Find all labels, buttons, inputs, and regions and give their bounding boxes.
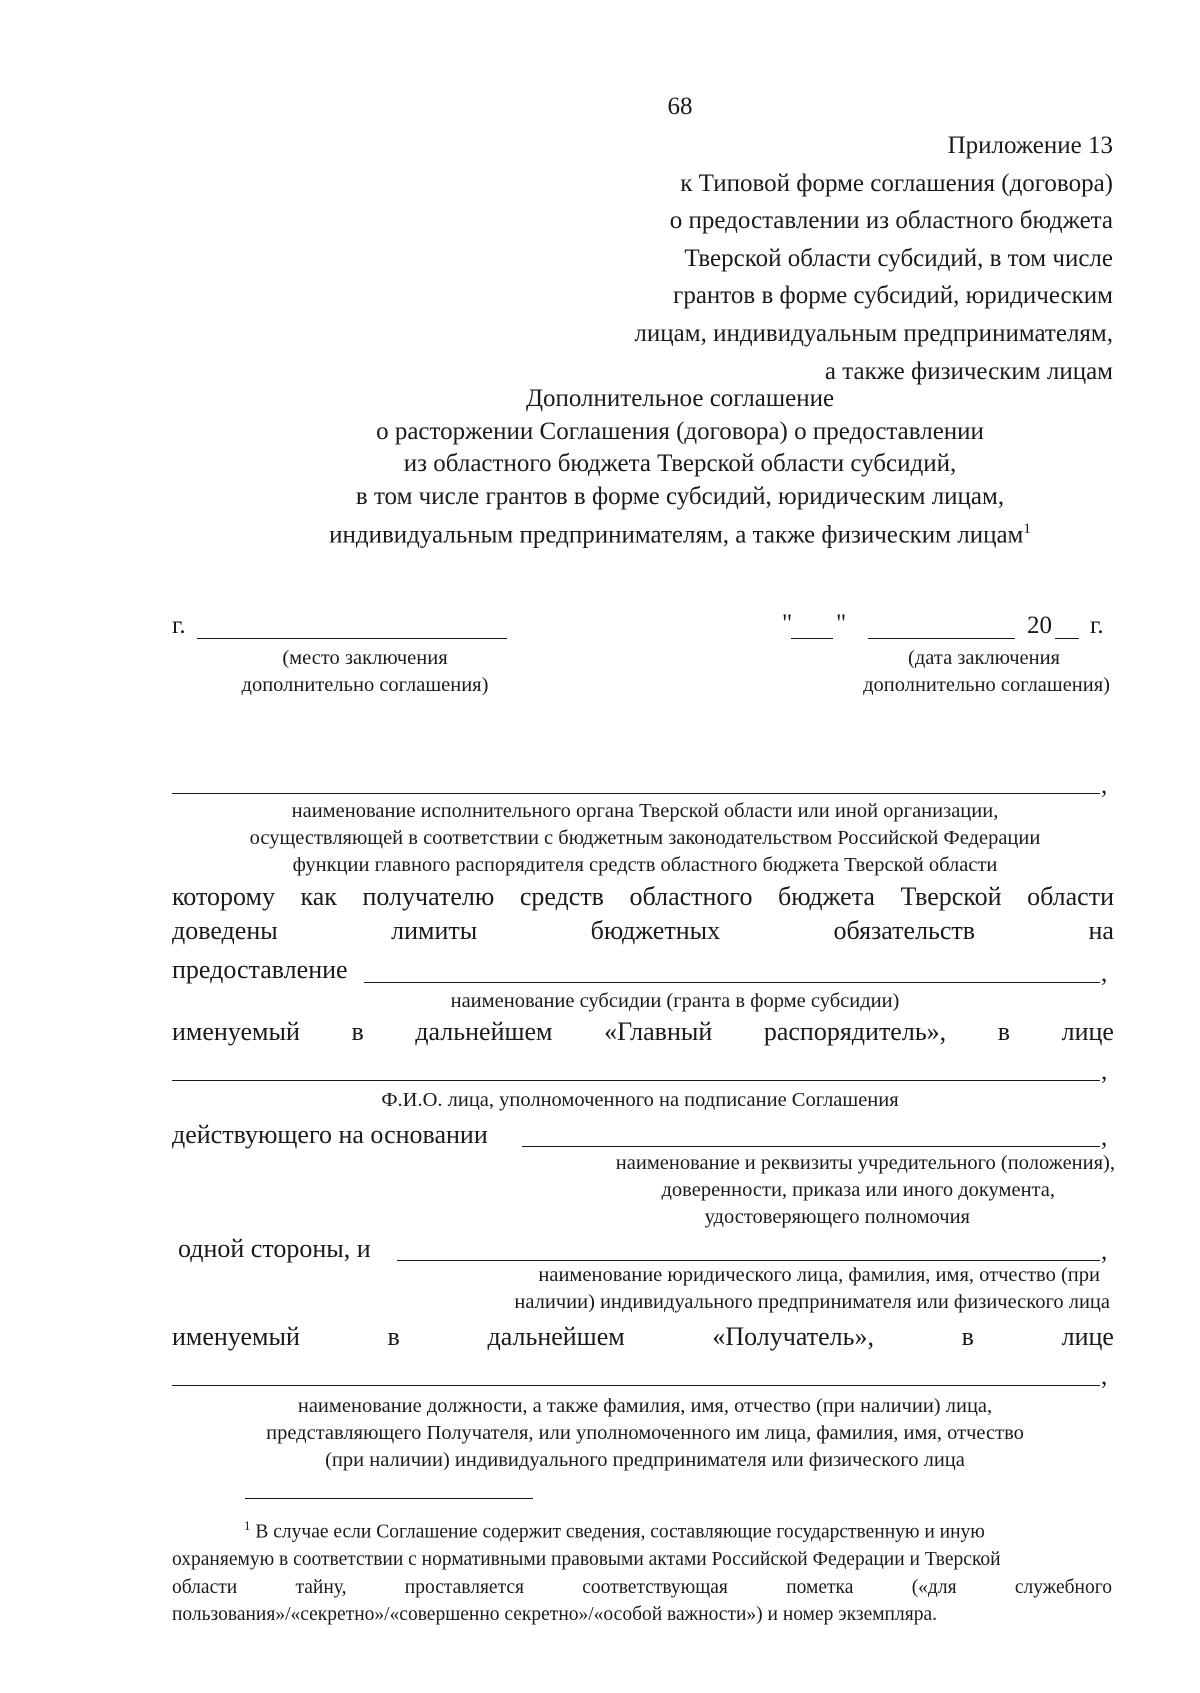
footnote xyxy=(172,1512,1112,1629)
appendix-header xyxy=(393,127,1113,390)
date-caption xyxy=(810,645,1110,699)
comma: , xyxy=(1101,1363,1108,1390)
word: лице xyxy=(1061,1322,1114,1351)
page-number: 68 xyxy=(667,93,693,120)
fio-caption: Ф.И.О. лица, уполномоченного на подписание Соглашения xyxy=(381,1089,899,1111)
word: лице xyxy=(1061,1017,1114,1046)
word: в xyxy=(961,1322,974,1351)
footnote-separator xyxy=(245,1498,533,1499)
word: дальнейшем xyxy=(415,1017,553,1046)
word: «Получатель», xyxy=(712,1322,874,1351)
word: получателю xyxy=(362,882,495,911)
appendix-line: к Типовой форме соглашения (договора) xyxy=(680,169,1113,197)
title-line-text: индивидуальным предпринимателям, а также физическим лицам xyxy=(329,521,1024,549)
word: именуемый xyxy=(172,1017,300,1046)
word: бюджетных xyxy=(590,916,721,945)
document-title xyxy=(180,383,1180,552)
word: в xyxy=(997,1017,1011,1046)
word: пометка xyxy=(786,1576,854,1598)
limits-line xyxy=(172,916,1114,946)
footnote-line xyxy=(172,1512,1112,1546)
word: на xyxy=(1088,916,1114,945)
organ-caption xyxy=(150,798,1140,879)
footnote-line xyxy=(172,1574,1112,1602)
word: доведены xyxy=(172,916,278,945)
position-caption xyxy=(150,1393,1140,1474)
footnote-text: В случае если Соглашение содержит сведения, составляющие государственную и иную xyxy=(255,1521,985,1543)
date-year-prefix: 20 xyxy=(1027,612,1052,639)
footnote-mark: 1 xyxy=(1023,521,1031,537)
basis-line[interactable] xyxy=(522,1146,1100,1147)
fio-line[interactable] xyxy=(172,1080,1100,1081)
basis-caption xyxy=(505,1150,1145,1231)
subsidy-name-line[interactable] xyxy=(364,982,1100,983)
position-line[interactable] xyxy=(172,1385,1100,1386)
word: «Главный xyxy=(604,1017,713,1046)
word: дальнейшем xyxy=(487,1322,625,1351)
organ-name-line[interactable] xyxy=(172,793,1100,794)
word: проставляется xyxy=(404,1576,524,1598)
basis-caption-line: удостоверяющего полномочия xyxy=(704,1206,970,1228)
comma: , xyxy=(1101,960,1108,987)
comma: , xyxy=(1101,772,1108,799)
comma: , xyxy=(1101,1238,1108,1265)
word: бюджета xyxy=(778,882,875,911)
side-label: одной стороны, и xyxy=(178,1234,371,1263)
word: в xyxy=(351,1017,364,1046)
word: которому xyxy=(172,882,275,911)
word: областного xyxy=(629,882,753,911)
position-caption-line: (при наличии) индивидуального предпринимателя или физического лица xyxy=(325,1449,965,1471)
legal-caption-line: наименование юридического лица, фамилия, имя, отчество (при xyxy=(538,1264,1100,1286)
position-caption-line: представляющего Получателя, или уполномоченного им лица, фамилия, имя, отчество xyxy=(266,1422,1024,1444)
appendix-line: о предоставлении из областного бюджета xyxy=(669,207,1113,235)
appendix-line: Тверской области субсидий, в том числе xyxy=(684,244,1113,272)
provision-label: предоставление xyxy=(172,955,348,984)
date-caption-line: (дата заключения xyxy=(908,647,1060,669)
date-year-line[interactable] xyxy=(1055,638,1079,639)
basis-caption-line: доверенности, приказа или иного документа, xyxy=(661,1179,1055,1201)
organ-caption-line: функции главного распорядителя средств областного бюджета Тверской области xyxy=(292,854,998,876)
word: средств xyxy=(519,882,604,911)
word: лимиты xyxy=(391,916,478,945)
recipient2-line xyxy=(172,1322,1114,1352)
word: служебного xyxy=(1014,1576,1112,1598)
place-prefix: г. xyxy=(172,612,186,639)
comma: , xyxy=(1101,1124,1108,1151)
place-caption-line: дополнительно соглашения) xyxy=(241,674,489,696)
word: Тверской xyxy=(900,882,1002,911)
date-year-suffix: г. xyxy=(1090,612,1104,639)
basis-label: действующего на основании xyxy=(172,1120,488,1149)
date-day-line[interactable] xyxy=(791,638,833,639)
place-caption xyxy=(215,645,515,699)
basis-caption-line: наименование и реквизиты учредительного (положения), xyxy=(615,1152,1115,1174)
legal-caption xyxy=(390,1262,1110,1316)
appendix-line: грантов в форме субсидий, юридическим xyxy=(673,282,1113,310)
date-caption-line: дополнительно соглашения) xyxy=(863,674,1110,696)
title-line xyxy=(180,513,1180,552)
title-line: о расторжении Соглашения (договора) о предоставлении xyxy=(376,417,984,445)
word: соответствующая xyxy=(582,1576,728,1598)
word: обязательств xyxy=(833,916,976,945)
title-line: из областного бюджета Тверской области субсидий, xyxy=(403,450,957,477)
appendix-line: Приложение 13 xyxy=(947,132,1113,159)
place-caption-line: (место заключения xyxy=(282,647,448,669)
word: именуемый xyxy=(172,1322,300,1351)
place-field-line[interactable] xyxy=(197,638,507,639)
title-line: Дополнительное соглашение xyxy=(525,385,835,412)
date-month-line[interactable] xyxy=(868,638,1015,639)
appendix-line: лицам, индивидуальным предпринимателям, xyxy=(634,319,1113,347)
position-caption-line: наименование должности, а также фамилия, имя, отчество (при наличии) лица, xyxy=(297,1395,993,1417)
legal-name-line[interactable] xyxy=(397,1260,1100,1261)
word: в xyxy=(387,1322,400,1351)
organ-caption-line: осуществляющей в соответствии с бюджетным законодательством Российской Федерации xyxy=(249,827,1041,849)
word: области xyxy=(172,1576,238,1598)
footnote-mark: 1 xyxy=(244,1518,251,1533)
footnote-line: охраняемую в соответствии с нормативными правовыми актами Российской Федерации и Тверской xyxy=(172,1549,1001,1570)
comma: , xyxy=(1101,1058,1108,1085)
word: как xyxy=(300,882,337,911)
footnote-line: пользования»/«секретно»/«совершенно секретно»/«особой важности») и номер экземпляра. xyxy=(172,1604,937,1625)
date-quote-close: " xyxy=(836,610,847,637)
word: области xyxy=(1027,882,1114,911)
word: («для xyxy=(911,1576,957,1598)
subsidy-caption: наименование субсидии (гранта в форме субсидии) xyxy=(450,990,900,1012)
word: распорядитель», xyxy=(763,1017,947,1046)
distributor-line xyxy=(172,1017,1114,1047)
word: тайну, xyxy=(295,1576,347,1598)
title-line: в том числе грантов в форме субсидий, юридическим лицам, xyxy=(355,482,1005,510)
organ-caption-line: наименование исполнительного органа Тверской области или иной организации, xyxy=(291,800,999,822)
date-quote-open: " xyxy=(782,610,793,637)
appendix-line: а также физическим лицам xyxy=(824,357,1113,385)
recipient-line xyxy=(172,882,1114,912)
legal-caption-line: наличии) индивидуального предпринимателя или физического лица xyxy=(514,1291,1110,1313)
